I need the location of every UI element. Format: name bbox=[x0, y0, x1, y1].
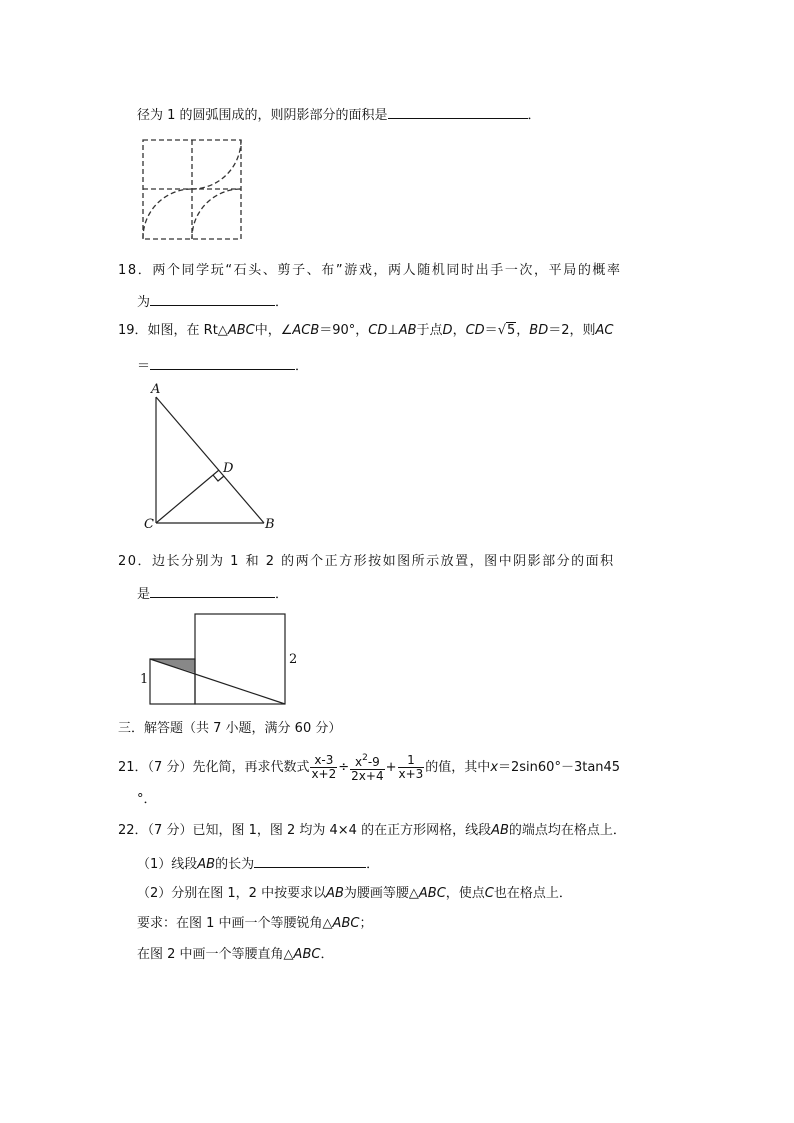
q18-line1 bbox=[118, 263, 622, 279]
q19-line2: ＝ ． bbox=[137, 359, 309, 374]
q22-answer-blank[interactable] bbox=[254, 855, 366, 868]
q21-line1: 21．（7 分）先化简，再求代数式 $\frac{x-3}{x+2}$ ÷ $\frac{x^2-9}{2x+4}$ + $\frac{1}{x+3}$ 的值，其中x＝2sin60°－3tan45 bbox=[118, 753, 621, 783]
q20-number: 20． bbox=[118, 554, 153, 569]
q22-number: 22． bbox=[118, 823, 148, 838]
sqrt-5: √5 bbox=[497, 323, 516, 338]
q22-part1: （1）线段AB的长为 ． bbox=[137, 857, 380, 872]
q19-answer-blank[interactable] bbox=[150, 357, 295, 370]
q18-line2: 为 ． bbox=[137, 295, 289, 310]
q22-line1: 22．（7 分）已知，图 1，图 2 均为 4×4 的在正方形网格，线段AB的端点均在格点上． bbox=[118, 823, 626, 838]
q22-requirement-1: 要求：在图 1 中画一个等腰锐角△ABC； bbox=[137, 916, 373, 931]
q19-line1: 19．如图，在 Rt△ABC中，∠ACB＝90°，CD⊥AB于点D，CD＝√5，BD＝2，则AC bbox=[118, 323, 614, 338]
q20-line2: 是 ． bbox=[137, 587, 289, 602]
fraction-1: $\frac{x-3}{x+2}$ bbox=[311, 753, 337, 781]
fraction-3: $\frac{1}{x+3}$ bbox=[398, 753, 424, 781]
q17-text: 径为 1 的圆弧围成的，则阴影部分的面积是 ． bbox=[137, 108, 541, 123]
q17-tail: 径为 1 的圆弧围成的，则阴影部分的面积是 bbox=[137, 108, 388, 123]
q19-number: 19． bbox=[118, 323, 148, 338]
section-3-heading: 三．解答题（共 7 小题，满分 60 分） bbox=[118, 721, 342, 736]
q20-line1: 20．边长分别为 1 和 2 的两个正方形按如图所示放置，图中阴影部分的面积 bbox=[118, 554, 615, 569]
fraction-2: $\frac{x^2-9}{2x+4}$ bbox=[351, 753, 384, 783]
label-C: C bbox=[144, 517, 154, 532]
q18-answer-blank[interactable] bbox=[150, 293, 275, 306]
label-side-1: 1 bbox=[140, 672, 149, 687]
q18-number: 18． bbox=[118, 263, 153, 278]
q18-text: 两个同学玩“石头、剪子、布”游戏，两人随机同时出手一次，平局的概率 bbox=[152, 263, 622, 278]
q20-answer-blank[interactable] bbox=[150, 585, 275, 598]
q21-number: 21． bbox=[118, 760, 148, 775]
label-side-2: 2 bbox=[289, 652, 298, 667]
q22-requirement-2: 在图 2 中画一个等腰直角△ABC． bbox=[137, 947, 334, 962]
label-B: B bbox=[265, 517, 275, 532]
q17-answer-blank[interactable] bbox=[388, 106, 528, 119]
q21-line2: °． bbox=[137, 792, 157, 807]
q22-part2: （2）分别在图 1，2 中按要求以AB为腰画等腰△ABC，使点C也在格点上． bbox=[137, 886, 572, 901]
shaded-region bbox=[150, 659, 195, 673]
label-D: D bbox=[223, 461, 234, 476]
label-A: A bbox=[151, 382, 161, 397]
